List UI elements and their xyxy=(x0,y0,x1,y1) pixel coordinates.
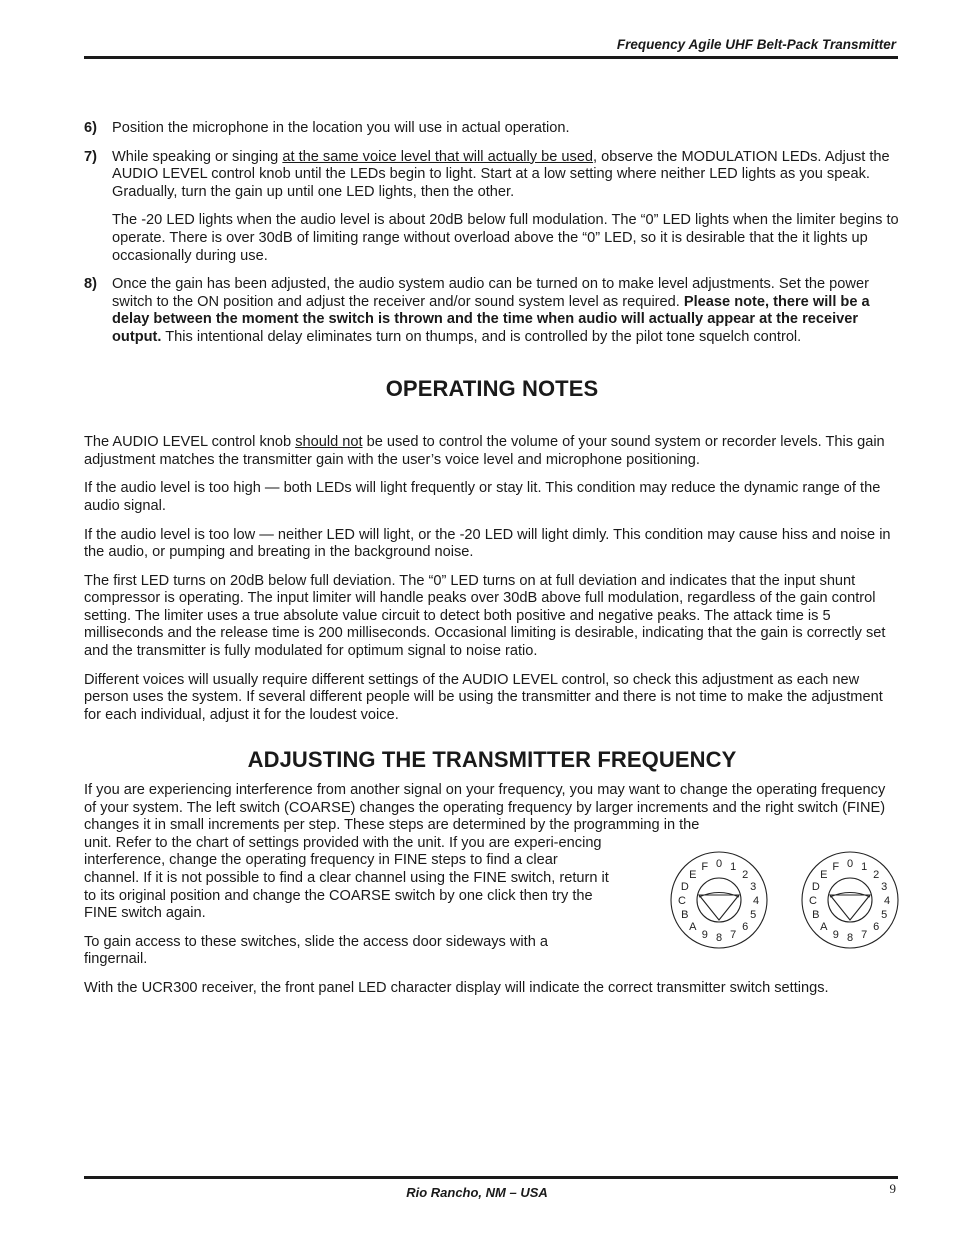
switch-position-label: F xyxy=(701,860,709,873)
switch-position-label: 2 xyxy=(742,868,749,881)
switch-position-label: 5 xyxy=(750,909,757,922)
operating-notes-heading: OPERATING NOTES xyxy=(385,375,599,401)
switch-position-label: 4 xyxy=(752,895,760,908)
footer-location: Rio Rancho, NM – USA xyxy=(406,1185,548,1200)
switch-position-label: B xyxy=(681,909,689,922)
header-title: Frequency Agile UHF Belt-Pack Transmitter xyxy=(616,37,896,52)
step-body xyxy=(112,149,900,266)
switch-position-label: B xyxy=(812,909,820,922)
switch-position-label: C xyxy=(678,895,686,908)
step-body xyxy=(112,276,900,346)
switch-position-label: 7 xyxy=(861,929,868,942)
fine-rotary-switch xyxy=(802,852,898,948)
switch-position-label: E xyxy=(820,868,828,881)
coarse-rotary-switch xyxy=(671,852,767,948)
step-text: Position the microphone in the location you will use in actual operation. xyxy=(112,120,570,136)
header-rule xyxy=(84,56,898,59)
switch-position-label: 1 xyxy=(861,860,868,873)
paragraph: If you are experiencing interference from another signal on your frequency, you may want to change the operating frequency of your system. The left switch (COARSE) changes the operating frequency by larger increments and the right switch (FINE) changes it in small increments per step. These steps are determined by the programming in the xyxy=(84,782,886,834)
paragraph: Different voices will usually require different settings of the AUDIO LEVEL control, so check this adjustment as each new person uses the system. If several different people will be using the transmitter and there is not time to make the adjustment for each individual, adjust it for the loudest voice. xyxy=(84,671,883,723)
switch-position-label: 8 xyxy=(846,932,854,945)
switch-position-label: 4 xyxy=(883,895,891,908)
switch-position-label: 8 xyxy=(715,932,723,945)
text-run: This intentional delay eliminates turn on thumps, and is controlled by the pilot tone squelch control. xyxy=(161,328,802,345)
step-paragraph: The -20 LED lights when the audio level is about 20dB below full modulation. The “0” LED lights when the limiter begins to operate. There is over 30dB of limiting range without overload above the “0” LED, so it is desirable that the it lights up occasionally during use. xyxy=(112,212,899,264)
switch-position-label: 3 xyxy=(881,880,888,893)
switch-position-label: 7 xyxy=(730,929,737,942)
rotary-switches-diagram xyxy=(667,846,907,951)
switch-position-label: A xyxy=(689,921,697,934)
paragraph xyxy=(84,434,900,469)
switch-position-label: 0 xyxy=(846,858,854,871)
step-number: 6) xyxy=(84,120,97,136)
underlined-text: at the same voice level that will actually be used xyxy=(282,148,594,165)
switch-position-label: 5 xyxy=(881,909,888,922)
step-8 xyxy=(84,276,900,346)
switch-position-label: D xyxy=(680,880,689,893)
step-paragraph xyxy=(112,276,900,346)
text-run: , observe the MODULATION LEDs. Adjust the AUDIO LEVEL control knob until the LEDs begin to light. Start at a low setting where neither LED lights as you speak. Gradually, turn the gain up until one LED lights, then the other. xyxy=(112,148,890,200)
text-run: be used to control the volume of your sound system or recorder levels. This gain adjustment matches the transmitter gain with the user’s voice level and microphone positioning. xyxy=(84,434,885,468)
switch-position-label: F xyxy=(832,860,840,873)
text-run: Once the gain has been adjusted, the audio system audio can be turned on to make level adjustments. Set the power switch to the ON position and adjust the receiver and/or sound system level as required. xyxy=(112,276,869,310)
underlined-text: should not xyxy=(295,434,363,451)
adjusting-block xyxy=(84,782,900,998)
paragraph: With the UCR300 receiver, the front panel LED character display will indicate the correct transmitter switch settings. xyxy=(84,979,829,996)
switch-position-label: E xyxy=(689,868,697,881)
switch-position-label: 9 xyxy=(701,929,708,942)
paragraph: unit. Refer to the chart of settings provided with the unit. If you are experi-encing interference, change the operating frequency in FINE steps to find a clear channel. If it is not possible to find a clear channel using the FINE switch, return it to its original position and change the COARSE switch by one click then try the FINE switch again. xyxy=(84,834,609,922)
switch-position-label: 9 xyxy=(832,929,839,942)
switch-position-label: 3 xyxy=(750,880,757,893)
text-run: The AUDIO LEVEL control knob xyxy=(84,434,296,451)
page-number: 9 xyxy=(889,1181,896,1196)
switch-position-label: 1 xyxy=(730,860,737,873)
paragraph: The first LED turns on 20dB below full deviation. The “0” LED turns on at full deviation and indicates that the input shunt compressor is operating. The input limiter will handle peaks over 30dB above full modulation, regardless of the gain control setting. The limiter uses a true absolute value circuit to detect both positive and negative peaks. The attack time is 5 milliseconds and the release time is 200 milliseconds. Occasional limiting is desirable, indicating that the gain is correctly set and the transmitter is fully modulated for optimum signal to noise ratio. xyxy=(84,572,886,660)
switch-pointer xyxy=(830,895,870,920)
paragraph: If the audio level is too low — neither LED will light, or the -20 LED will light dimly. This condition may cause hiss and noise in the audio, or pumping and breating in the background noise. xyxy=(84,526,891,561)
adjusting-frequency-heading: ADJUSTING THE TRANSMITTER FREQUENCY xyxy=(247,747,737,773)
footer-rule xyxy=(84,1176,898,1179)
step-number: 8) xyxy=(84,276,97,293)
switch-position-label: C xyxy=(809,895,817,908)
bold-note: Please note, there will be a delay between the moment the switch is thrown and the time when audio will actually appear at the receiver output. xyxy=(112,293,870,345)
switch-pointer xyxy=(699,895,739,920)
text-run: While speaking or singing xyxy=(112,148,283,165)
switch-position-label: 2 xyxy=(873,868,880,881)
switch-position-label: 0 xyxy=(715,858,723,871)
paragraph: To gain access to these switches, slide the access door sideways with a fingernail. xyxy=(84,933,548,968)
switch-position-label: 6 xyxy=(742,921,749,934)
step-7 xyxy=(84,149,900,266)
page-content xyxy=(84,120,900,1009)
step-number: 7) xyxy=(84,148,97,165)
switch-position-label: D xyxy=(811,880,820,893)
switch-position-label: A xyxy=(820,921,828,934)
step-6 xyxy=(84,120,900,138)
paragraph: If the audio level is too high — both LEDs will light frequently or stay lit. This condition may reduce the dynamic range of the audio signal. xyxy=(84,480,881,514)
step-paragraph xyxy=(112,149,900,202)
switch-position-label: 6 xyxy=(873,921,880,934)
